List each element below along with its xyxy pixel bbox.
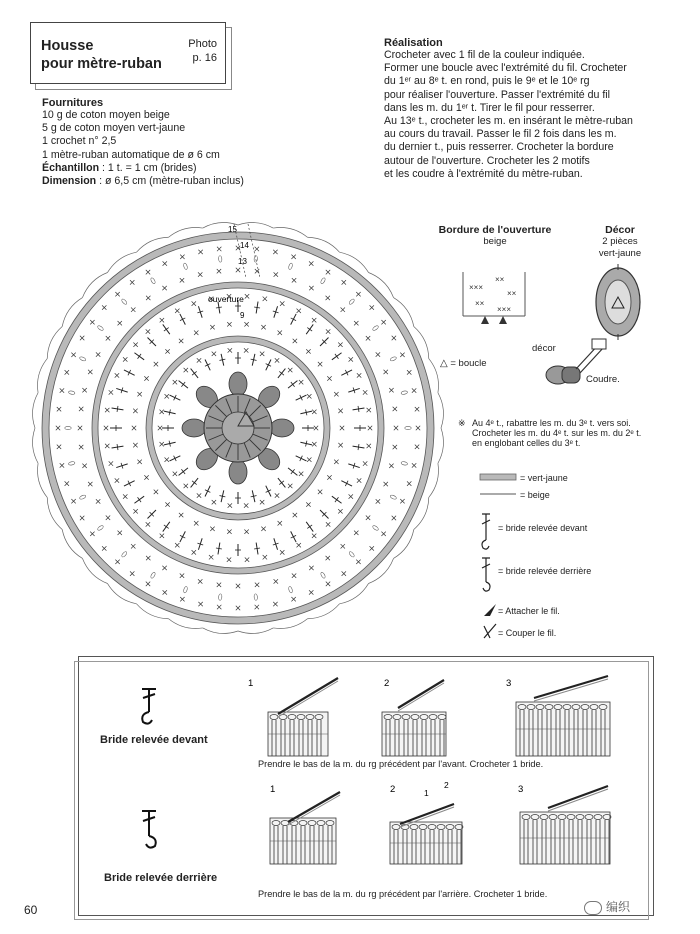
note-line: Au 4ᵉ t., rabattre les m. du 3ᵉ t. vers soi.: [472, 418, 631, 428]
instruction-line: et les coudre à l'extrémité du mètre-ruban.: [384, 167, 583, 180]
instruction-line: dans les m. du 1ᵉʳ t. Tirer le fil pour resserrer.: [384, 101, 595, 114]
attach-yarn-icon: [484, 604, 496, 616]
stitch-illustrations: [268, 676, 611, 864]
watermark: 编织: [584, 898, 630, 915]
decor-count: 2 pièces: [602, 236, 638, 247]
opening-border-block: [430, 224, 560, 248]
instruction-line: autour de l'ouverture. Crocheter les 2 motifs: [384, 154, 590, 167]
back-post-dc-icon: [482, 558, 490, 591]
arrow-label: 2: [444, 780, 449, 790]
front-step-number: 2: [384, 678, 390, 689]
instruction-line: du 1ᵉʳ au 8ᵉ t. en rond, puis le 9ᵉ et le 10ᵉ rg: [384, 75, 590, 88]
decor-title: Décor: [605, 224, 635, 236]
technique-illustrations: [248, 672, 648, 902]
materials-line: 5 g de coton moyen vert-jaune: [42, 122, 186, 135]
chart-rings: [33, 223, 444, 634]
pattern-title: Housse pour mètre-ruban: [41, 38, 162, 72]
opening-border-title: Bordure de l'ouverture: [438, 224, 552, 236]
note-mark: ※: [458, 418, 466, 428]
round-label: 15: [228, 225, 237, 234]
svg-text:××: ××: [507, 289, 517, 298]
front-step-number: 3: [506, 678, 512, 689]
sew-label: Coudre.: [586, 374, 620, 385]
instructions-section: [384, 37, 684, 181]
opening-border-diagram: [455, 262, 535, 326]
green-yellow-swatch: [480, 474, 516, 480]
legend-label: = vert-jaune: [520, 473, 568, 483]
front-post-dc-icon: [482, 514, 490, 549]
instruction-line: pour réaliser l'ouverture. Passer l'extrémité du fil: [384, 88, 611, 101]
photo-reference: Photo p. 16: [188, 38, 217, 64]
materials-line: 1 mètre-ruban automatique de ø 6 cm: [42, 148, 220, 161]
back-step-number: 1: [270, 784, 276, 795]
front-post-caption: Prendre le bas de la m. du rg précédent par l'avant. Crocheter 1 bride.: [258, 759, 544, 769]
round-label: 14: [240, 241, 249, 250]
size-line: Dimension : ø 6,5 cm (mètre-ruban inclus): [42, 175, 244, 188]
back-post-title: Bride relevée derrière: [104, 872, 218, 884]
arrow-label: 1: [424, 788, 429, 798]
back-post-caption: Prendre le bas de la m. du rg précédent par l'arrière. Crocheter 1 bride.: [258, 889, 548, 899]
cut-yarn-icon: [484, 624, 496, 638]
front-step-number: 1: [248, 678, 254, 689]
decor-motif-diagram: [588, 262, 648, 340]
round-label: 9: [240, 311, 245, 320]
instructions-heading: Réalisation: [384, 37, 443, 49]
page-number: 60: [24, 903, 38, 917]
decor-block: [580, 224, 660, 260]
svg-text:××: ××: [495, 275, 505, 284]
materials-heading: Fournitures: [42, 97, 104, 109]
opening-label: ouverture: [208, 294, 244, 304]
instruction-line: au cours du travail. Passer le fil 2 fois dans les m.: [384, 128, 617, 141]
round-label: 13: [238, 257, 247, 266]
svg-text:××: ××: [475, 299, 485, 308]
legend-label: = Attacher le fil.: [498, 606, 560, 616]
title-box: [30, 22, 226, 84]
front-post-title: Bride relevée devant: [100, 734, 208, 746]
instruction-line: Crocheter avec 1 fil de la couleur indiquée.: [384, 49, 585, 61]
note-block: [458, 418, 688, 448]
note-line: Crocheter les m. du 4ᵉ t. sur les m. du 2ᵉ t.: [472, 428, 642, 438]
note-line: en englobant celles du 3ᵉ t.: [472, 438, 581, 448]
legend-label: = bride relevée derrière: [498, 566, 592, 576]
wechat-icon: [584, 901, 602, 915]
instruction-line: Former une boucle avec l'extrémité du fil. Crocheter: [384, 62, 627, 75]
back-step-number: 3: [518, 784, 524, 795]
decor-color: vert-jaune: [598, 248, 642, 259]
materials-line: 1 crochet n° 2,5: [42, 135, 117, 148]
legend-label: = Couper le fil.: [498, 628, 557, 638]
gauge-line: Échantillon : 1 t. = 1 cm (brides): [42, 161, 197, 174]
decor-label: décor: [532, 343, 556, 354]
loop-legend: △ = boucle: [440, 358, 487, 369]
materials-section: [42, 97, 362, 188]
legend-symbols: [476, 466, 526, 646]
front-post-symbol-icon: [134, 686, 164, 726]
back-post-symbol-icon: [134, 808, 164, 854]
crochet-chart: [28, 218, 448, 638]
materials-line: 10 g de coton moyen beige: [42, 109, 170, 121]
back-step-number: 2: [390, 784, 396, 795]
legend-label: = bride relevée devant: [498, 523, 588, 533]
opening-border-color: beige: [483, 236, 507, 247]
svg-text:×××: ×××: [469, 283, 484, 292]
instruction-line: Au 13ᵉ t., crocheter les m. en insérant le mètre-ruban: [384, 115, 633, 128]
legend-label: = beige: [520, 490, 550, 500]
instruction-line: du dernier t., puis resserrer. Crocheter la bordure: [384, 141, 614, 154]
svg-text:×××: ×××: [497, 305, 512, 314]
